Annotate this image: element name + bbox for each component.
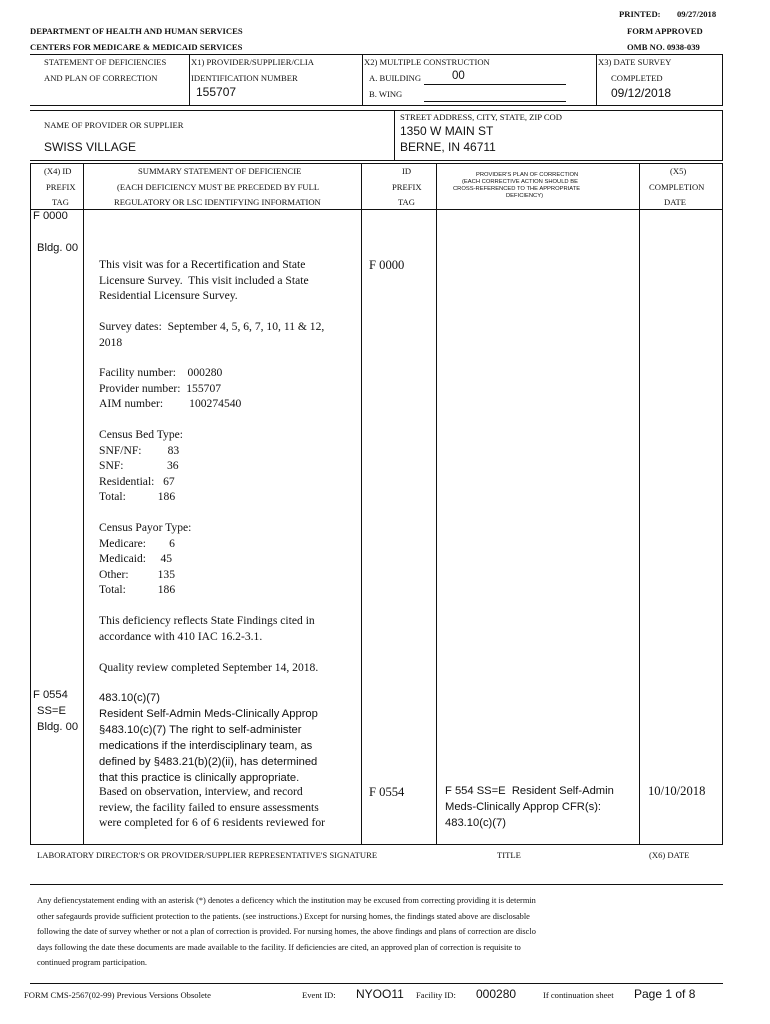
x4-id-label: (X4) ID xyxy=(44,166,72,176)
building-tag-2: Bldg. 00 xyxy=(37,721,79,733)
provider-name: SWISS VILLAGE xyxy=(44,140,137,154)
x2-label: X2) MULTIPLE CONSTRUCTION xyxy=(364,57,490,67)
x3-label-2: COMPLETED xyxy=(611,73,663,83)
completion-date-f0554: 10/10/2018 xyxy=(648,784,706,798)
id-prefix-label: PREFIX xyxy=(392,182,422,192)
visit-summary-paragraph: This visit was for a Recertification and State Licensure Survey. This visit included a State Residential Licensure Survey. xyxy=(99,258,309,302)
plan-label-4: DEFICIENCY) xyxy=(506,193,544,199)
event-id-label: Event ID: xyxy=(302,990,336,1000)
plan-label-3: CROSS-REFERENCED TO THE APPROPRIATE xyxy=(453,186,581,192)
x3-label-1: X3) DATE SURVEY xyxy=(598,57,672,67)
x5-completion-label: COMPLETION xyxy=(649,182,705,192)
facility-id-value: 000280 xyxy=(476,987,517,1001)
table-right-rule xyxy=(722,163,723,845)
building-underline xyxy=(424,84,566,85)
id-tag-label: TAG xyxy=(398,197,415,207)
survey-completed-date: 09/12/2018 xyxy=(611,86,672,100)
f0554-regulation-text: 483.10(c)(7) Resident Self-Admin Meds-Clinically Approp §483.10(c)(7) The right to self-administer medications if the interdisciplinary team, as defined by §483.21(b)(2)(ii), has determined that this practice is clinically appropriate. xyxy=(99,692,318,784)
plan-of-correction-f0554: F 554 SS=E Resident Self-Admin Meds-Clinically Approp CFR(s): 483.10(c)(7) xyxy=(445,785,614,829)
summary-label-2: (EACH DEFICIENCY MUST BE PRECEDED BY FULL xyxy=(117,182,320,192)
table-left-rule xyxy=(30,163,31,845)
x5-label: (X5) xyxy=(670,166,687,176)
signature-date-label: (X6) DATE xyxy=(649,850,690,860)
table-col-rule-3 xyxy=(436,163,437,845)
box2-top-rule xyxy=(30,110,723,111)
department-title: DEPARTMENT OF HEALTH AND HUMAN SERVICES xyxy=(30,26,243,36)
box2-bottom-rule xyxy=(30,160,723,161)
id-tag-f0000: F 0000 xyxy=(369,258,405,272)
id-label: ID xyxy=(402,166,412,176)
plan-label-1: PROVIDER'S PLAN OF CORRECTION xyxy=(476,172,579,178)
omb-number: OMB NO. 0938-039 xyxy=(627,42,700,52)
summary-label-1: SUMMARY STATEMENT OF DEFICIENCIE xyxy=(138,166,302,176)
facility-id-label: Facility ID: xyxy=(416,990,456,1000)
event-id-value: NYOO11 xyxy=(356,987,404,1001)
survey-dates-paragraph: Survey dates: September 4, 5, 6, 7, 10, 11 & 12, 2018 xyxy=(99,320,325,349)
x5-date-label: DATE xyxy=(664,197,686,207)
building-tag-1: Bldg. 00 xyxy=(37,242,79,254)
table-bottom-rule xyxy=(30,844,723,845)
prefix-tag-f0000: F 0000 xyxy=(33,210,68,222)
form-approved: FORM APPROVED xyxy=(627,26,703,36)
building-value: 00 xyxy=(452,70,465,82)
f0554-findings-text: Based on observation, interview, and record review, the facility failed to ensure assessments were completed for 6 of 6 residents reviewed for xyxy=(99,785,325,829)
table-col-rule-1 xyxy=(83,163,84,845)
quality-review-paragraph: Quality review completed September 14, 2018. xyxy=(99,661,319,674)
provider-name-label: NAME OF PROVIDER OR SUPPLIER xyxy=(44,120,184,130)
box1-bottom-rule xyxy=(30,105,723,106)
wing-label: B. WING xyxy=(369,89,403,99)
wing-underline xyxy=(424,101,566,102)
census-bed-type: Census Bed Type: SNF/NF: 83 SNF: 36 Residential: 67 Total: 186 xyxy=(99,428,183,503)
census-payor-type: Census Payor Type: Medicare: 6 Medicaid: 45 Other: 135 Total: 186 xyxy=(99,521,192,596)
form-number: FORM CMS-2567(02-99) Previous Versions Obsolete xyxy=(24,990,211,1000)
box1-divider-2 xyxy=(362,54,363,106)
x4-tag-label: TAG xyxy=(52,197,69,207)
centers-title: CENTERS FOR MEDICARE & MEDICAID SERVICES xyxy=(30,42,243,52)
table-col-rule-4 xyxy=(639,163,640,845)
id-tag-f0554: F 0554 xyxy=(369,785,405,799)
footer-rule xyxy=(30,983,723,984)
provider-number: 155707 xyxy=(196,85,237,99)
director-signature-label: LABORATORY DIRECTOR'S OR PROVIDER/SUPPLIER REPRESENTATIVE'S SIGNATURE xyxy=(37,850,378,860)
signature-rule xyxy=(30,884,723,885)
building-label: A. BUILDING xyxy=(369,73,422,83)
columns-top-rule xyxy=(30,163,723,164)
prefix-tag-f0554: F 0554 xyxy=(33,689,68,701)
statement-label-2: AND PLAN OF CORRECTION xyxy=(44,73,158,83)
page-indicator: Page 1 of 8 xyxy=(634,987,696,1001)
facility-info-paragraph: Facility number: 000280 Provider number: 155707 AIM number: 100274540 xyxy=(99,366,242,410)
printed-date: 09/27/2018 xyxy=(677,9,717,19)
box1-top-rule xyxy=(30,54,723,55)
plan-label-2: (EACH CORRECTIVE ACTION SHOULD BE xyxy=(462,179,578,185)
box1-divider-1 xyxy=(189,54,190,106)
box2-divider xyxy=(394,110,395,161)
summary-label-3: REGULATORY OR LSC IDENTIFYING INFORMATION xyxy=(114,197,321,207)
address-line-2: BERNE, IN 46711 xyxy=(400,140,496,154)
columns-header-bottom-rule xyxy=(30,209,723,210)
box1-right-rule xyxy=(722,54,723,106)
continuation-label: If continuation sheet xyxy=(543,990,614,1000)
printed-label: PRINTED: xyxy=(619,9,661,19)
address-line-1: 1350 W MAIN ST xyxy=(400,124,494,138)
x1-label-2: IDENTIFICATION NUMBER xyxy=(191,73,298,83)
box1-divider-3 xyxy=(596,54,597,106)
signature-title-label: TITLE xyxy=(497,850,521,860)
address-label: STREET ADDRESS, CITY, STATE, ZIP COD xyxy=(400,112,562,122)
statement-label-1: STATEMENT OF DEFICIENCIES xyxy=(44,57,167,67)
disclaimer-paragraph: Any defiencystatement ending with an asterisk (*) denotes a deficency which the institution may be excused from correcting providing it is determin other safegaurds provide sufficient protection to the patients. (see instructions.) Except for nursing homes, the findings stated above are disclosable following the date of survey whether or not a plan of correction is provided. For nursing homes, the above findings and plans of correction are disclo days following the date these documents are made available to the facility. If deficiencies are cited, an approved plan of correction is requisite to continued program participation. xyxy=(37,896,536,968)
x1-label-1: X1) PROVIDER/SUPPLIER/CLIA xyxy=(191,57,314,67)
scope-severity: SS=E xyxy=(37,705,66,717)
state-findings-paragraph: This deficiency reflects State Findings cited in accordance with 410 IAC 16.2-3.1. xyxy=(99,614,315,643)
x4-prefix-label: PREFIX xyxy=(46,182,76,192)
table-col-rule-2 xyxy=(361,163,362,845)
box2-right-rule xyxy=(722,110,723,161)
